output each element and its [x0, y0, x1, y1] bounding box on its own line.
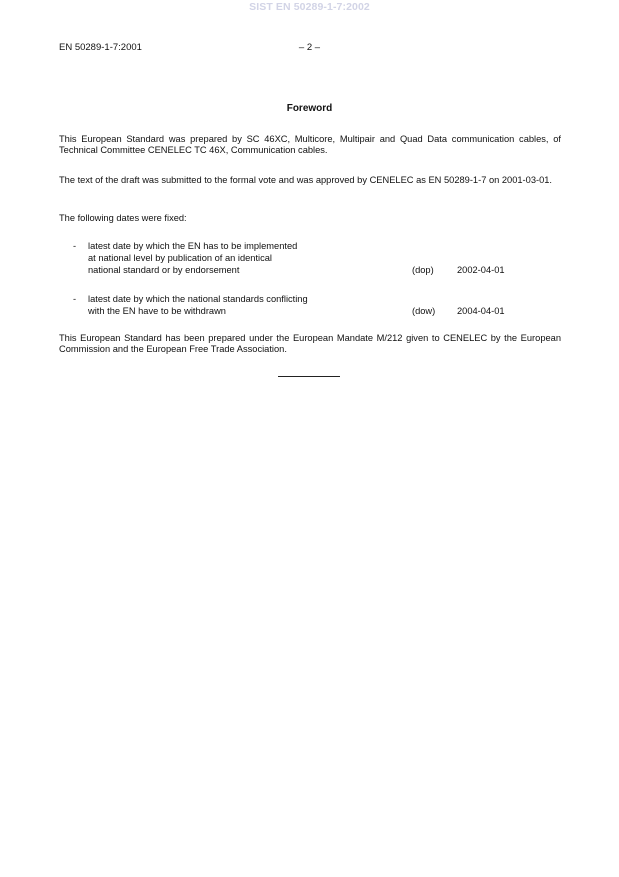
paragraph-mandate: This European Standard has been prepared under the European Mandate M/212 given to CENELEC by the European Commission and the European Free Trade Association.	[59, 333, 561, 354]
date-item-line: with the EN have to be withdrawn	[88, 306, 226, 316]
date-abbreviation: (dop)	[412, 265, 434, 275]
paragraph-preparation: This European Standard was prepared by SC 46XC, Multicore, Multipair and Quad Data communication cables, of Technical Committee CENELEC TC 46X, Communication cables.	[59, 134, 561, 155]
date-item-text	[88, 240, 388, 276]
date-value: 2002-04-01	[457, 265, 505, 275]
date-item-line: latest date by which the national standards conflicting	[88, 294, 308, 304]
bullet-dash: -	[73, 241, 77, 251]
page-number: – 2 –	[298, 42, 321, 53]
date-item-line: latest date by which the EN has to be implemented	[88, 241, 298, 251]
date-item-line: national standard or by endorsement	[88, 265, 240, 275]
date-abbreviation: (dow)	[412, 306, 436, 316]
paragraph-dates-intro: The following dates were fixed:	[59, 213, 187, 223]
date-value: 2004-04-01	[457, 306, 505, 316]
date-item-text	[88, 293, 388, 317]
date-item-line: at national level by publication of an identical	[88, 253, 272, 263]
end-rule	[278, 376, 340, 377]
paragraph-approval: The text of the draft was submitted to the formal vote and was approved by CENELEC as EN 50289-1-7 on 2001-03-01.	[59, 175, 553, 185]
section-title: Foreword	[286, 103, 333, 114]
document-id: EN 50289-1-7:2001	[59, 42, 142, 53]
bullet-dash: -	[73, 294, 77, 304]
watermark: SIST EN 50289-1-7:2002	[249, 1, 370, 13]
